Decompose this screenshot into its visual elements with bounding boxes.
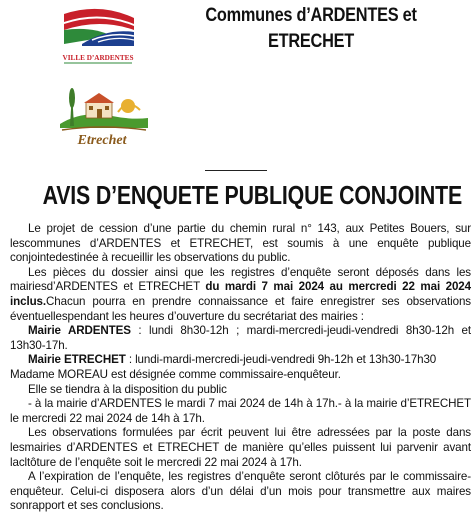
paragraph-permanences: - à la mairie d’ARDENTES le mardi 7 mai 2024 de 14h à 17h.- à la mairie d’ETRECHET le mercredi 22 mai 2024 de 14h à 17h. [10, 397, 471, 425]
header-title-line1: Communes d’ARDENTES et [205, 5, 417, 26]
header-title-line2: ETRECHET [268, 31, 354, 52]
header-title [195, 3, 427, 55]
paragraph-disposition: Elle se tiendra à la disposition du public [28, 382, 227, 396]
enquete-dates: du mardi 7 mai 2024 au mercredi 22 mai 2024 inclus. [10, 280, 471, 308]
dossier-end: Chacun pourra en prendre connaissance et faire enregistrer ses observations éventuellespendant les heures d’ouverture du secrétariat des mairies : [10, 294, 471, 323]
paragraph-observations: Les observations formulées par écrit peuvent lui être adressées par la poste dans lesmairies d’ARDENTES et ETRECHET de manière qu’elles puissent lui parvenir avant lacltôture de l’enquête soit le mercredi 22 mai 2024 à 17h. [10, 426, 471, 469]
notice-title: AVIS D’ENQUETE PUBLIQUE CONJOINTE [42, 180, 463, 210]
paragraph-dossier [10, 266, 471, 324]
mairie-ardentes-label: Mairie ARDENTES [28, 324, 131, 338]
dossier-start: Les pièces du dossier ainsi que les registres d’enquête seront déposés dans les mairiesd’ARDENTES et ETRECHET [10, 265, 471, 294]
ardentes-logo [52, 2, 144, 66]
mairie-ardentes-hours: : lundi 8h30-12h ; mardi-mercredi-jeudi-vendredi 8h30-12h et 13h30-17h. [10, 324, 471, 352]
paragraph-expiration: A l’expiration de l’enquête, les registres d’enquête seront clôturés par le commissaire-enquêteur. Celui-ci disposera alors d’un délai d’un mois pour transmettre aux maires sonrapport et ses conclusions. [10, 470, 471, 513]
ardentes-logo-text: VILLE D’ARDENTES [62, 54, 134, 62]
paragraph-project: Le projet de cession d’une partie du chemin rural n° 143, aux Petites Bouers, sur lescommunes d’ARDENTES et ETRECHET, est soumis à une enquête publique conjointedestinée à recueillir les observations du public. [10, 222, 471, 265]
etrechet-logo [52, 84, 152, 150]
paragraph-mairie-ardentes [10, 324, 471, 353]
paragraph-commissaire: Madame MOREAU est désignée comme commissaire-enquêteur. [10, 367, 341, 381]
title-divider [205, 170, 267, 171]
notice-body [10, 222, 471, 514]
mairie-etrechet-label: Mairie ETRECHET [28, 353, 126, 367]
etrechet-logo-text: Etrechet [77, 133, 127, 148]
paragraph-mairie-etrechet [10, 353, 471, 368]
mairie-etrechet-hours: : lundi-mardi-mercredi-jeudi-vendredi 9h-12h et 13h30-17h30 [125, 353, 437, 367]
